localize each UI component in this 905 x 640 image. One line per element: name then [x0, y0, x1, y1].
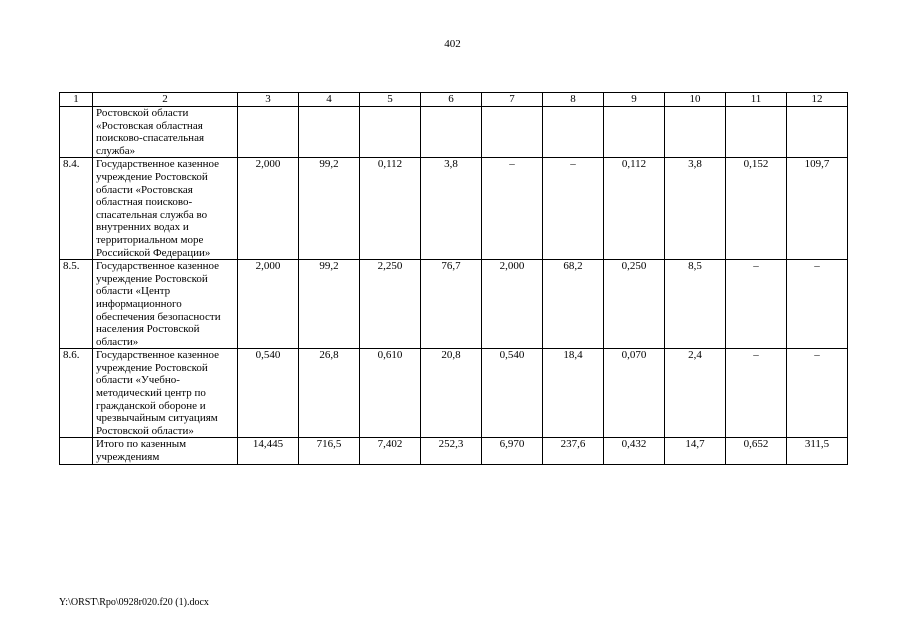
table-cell: 0,152 — [726, 158, 787, 260]
table-cell: 2,000 — [482, 260, 543, 349]
table-cell — [421, 107, 482, 158]
table-cell: 0,112 — [604, 158, 665, 260]
table-cell: 6,970 — [482, 438, 543, 464]
table-cell: 2,4 — [665, 349, 726, 438]
column-header: 4 — [299, 93, 360, 107]
column-number-row — [60, 93, 848, 107]
row-index — [60, 438, 93, 464]
table-cell: 3,8 — [665, 158, 726, 260]
table-cell — [787, 107, 848, 158]
column-header: 5 — [360, 93, 421, 107]
table-cell: 76,7 — [421, 260, 482, 349]
table-cell: 99,2 — [299, 158, 360, 260]
table-cell: 26,8 — [299, 349, 360, 438]
row-index: 8.4. — [60, 158, 93, 260]
table-cell: 18,4 — [543, 349, 604, 438]
table-cell: 237,6 — [543, 438, 604, 464]
column-header: 1 — [60, 93, 93, 107]
table-cell: 716,5 — [299, 438, 360, 464]
table-cell: – — [787, 260, 848, 349]
table-cell — [726, 107, 787, 158]
column-header: 2 — [93, 93, 238, 107]
row-index: 8.6. — [60, 349, 93, 438]
table-cell: 311,5 — [787, 438, 848, 464]
table-cell: 252,3 — [421, 438, 482, 464]
table-cell: 109,7 — [787, 158, 848, 260]
table-cell: 14,445 — [238, 438, 299, 464]
table-cell: 99,2 — [299, 260, 360, 349]
page-number: 402 — [444, 38, 461, 50]
institution-name: Государственное казенное учреждение Ростовской области «Учебно-методический центр по гражданской обороне и чрезвычайным ситуациям Ростовской области» — [93, 349, 238, 438]
table-cell: 20,8 — [421, 349, 482, 438]
row-index — [60, 107, 93, 158]
table-cell — [604, 107, 665, 158]
table-cell: 0,070 — [604, 349, 665, 438]
file-path-footer: Y:\ORST\Rpo\0928r020.f20 (1).docx — [59, 597, 209, 608]
table-cell: 8,5 — [665, 260, 726, 349]
table-cell: 2,250 — [360, 260, 421, 349]
table-cell: – — [726, 260, 787, 349]
column-header: 6 — [421, 93, 482, 107]
table-cell: 0,250 — [604, 260, 665, 349]
table-cell: 0,610 — [360, 349, 421, 438]
table-cell — [360, 107, 421, 158]
table-cell: 3,8 — [421, 158, 482, 260]
table-cell: 0,540 — [482, 349, 543, 438]
table-cell: 0,540 — [238, 349, 299, 438]
data-table — [59, 92, 848, 465]
table-row — [60, 260, 848, 349]
column-header: 11 — [726, 93, 787, 107]
table-cell: – — [787, 349, 848, 438]
column-header: 9 — [604, 93, 665, 107]
table-cell: 2,000 — [238, 260, 299, 349]
table-cell: 0,432 — [604, 438, 665, 464]
table-cell: 7,402 — [360, 438, 421, 464]
row-index: 8.5. — [60, 260, 93, 349]
table-cell — [238, 107, 299, 158]
institution-name: Государственное казенное учреждение Ростовской области «Центр информационного обеспечения безопасности населения Ростовской области» — [93, 260, 238, 349]
table-row — [60, 349, 848, 438]
table-cell: – — [726, 349, 787, 438]
institution-name: Ростовской области «Ростовская областная поисково-спасательная служба» — [93, 107, 238, 158]
total-label: Итого по казенным учреждениям — [93, 438, 238, 464]
table-row — [60, 158, 848, 260]
column-header: 3 — [238, 93, 299, 107]
table-cell — [665, 107, 726, 158]
table-cell: 14,7 — [665, 438, 726, 464]
table-row — [60, 107, 848, 158]
table-cell — [482, 107, 543, 158]
column-header: 12 — [787, 93, 848, 107]
table-cell — [543, 107, 604, 158]
column-header: 8 — [543, 93, 604, 107]
column-header: 10 — [665, 93, 726, 107]
table-cell: – — [543, 158, 604, 260]
table-cell: 2,000 — [238, 158, 299, 260]
table-cell — [299, 107, 360, 158]
table-cell: 68,2 — [543, 260, 604, 349]
column-header: 7 — [482, 93, 543, 107]
table-cell: 0,112 — [360, 158, 421, 260]
total-row — [60, 438, 848, 464]
table-cell: 0,652 — [726, 438, 787, 464]
institution-name: Государственное казенное учреждение Ростовской области «Ростовская областная поисково-спасательная служба во внутренних водах и территориальном море Российской Федерации» — [93, 158, 238, 260]
table-cell: – — [482, 158, 543, 260]
